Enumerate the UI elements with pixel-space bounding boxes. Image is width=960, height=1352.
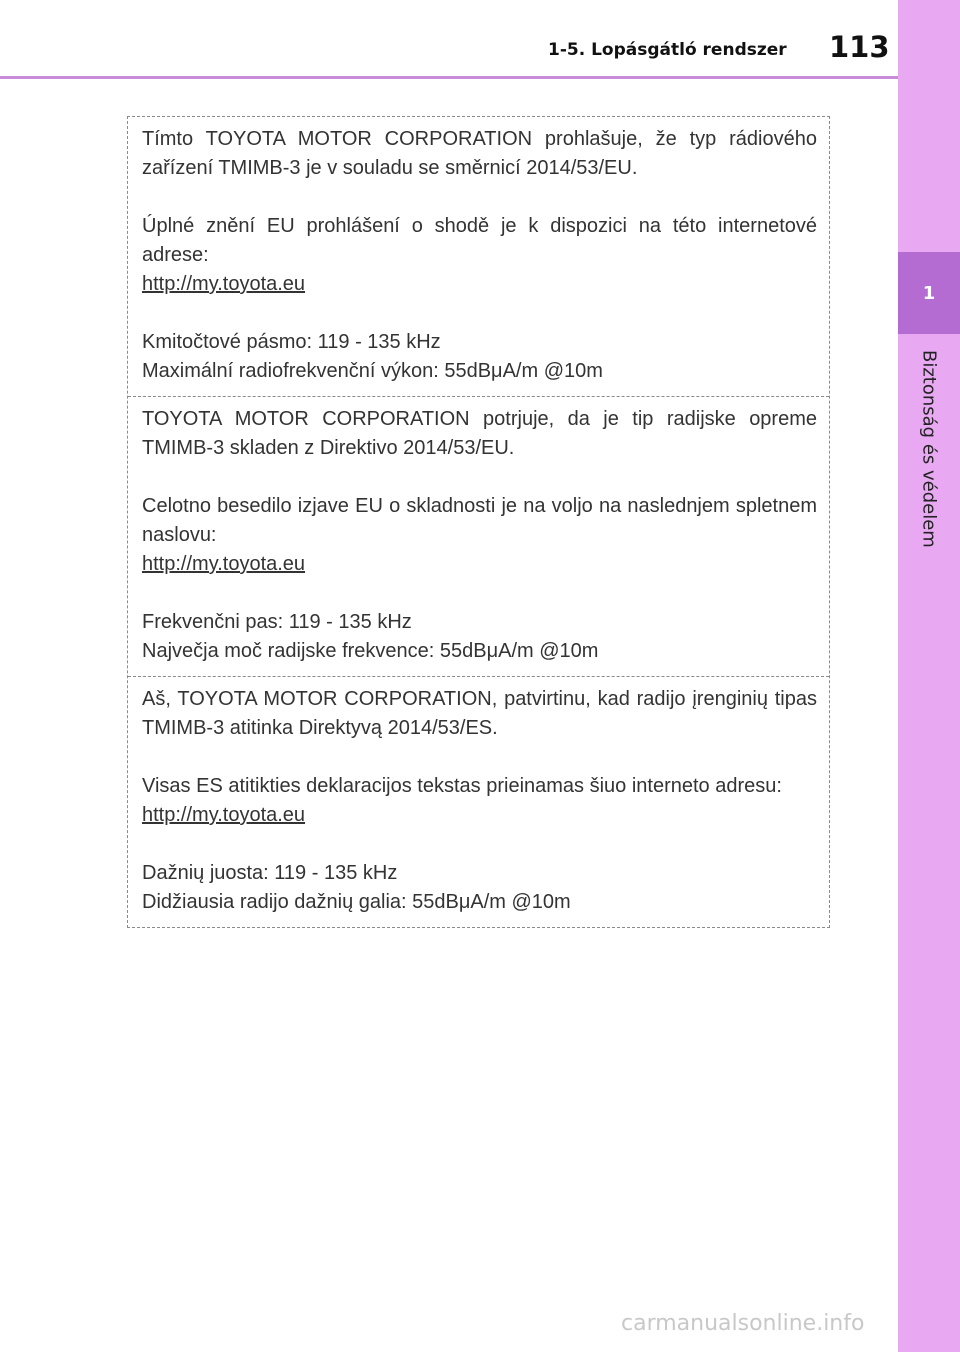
declaration-czech [128,117,829,396]
frequency-band: Dažnių juosta: 119 - 135 kHz [142,862,398,884]
declaration-lithuanian [128,676,829,927]
declaration-link[interactable]: http://my.toyota.eu [142,553,306,575]
declaration-statement: TOYOTA MOTOR CORPORATION potrjuje, da je tip radijske opreme TMIMB-3 skladen z Direktivo 2014/53/EU. [142,408,817,459]
chapter-side-tab [898,0,960,1352]
declaration-availability: Visas ES atitikties deklaracijos tekstas prieinamas šiuo interneto adresu: [142,775,782,797]
max-power: Največja moč radijske frekvence: 55dBμA/m @10m [142,640,599,662]
declaration-availability: Celotno besedilo izjave EU o skladnosti je na voljo na naslednjem spletnem naslovu: [142,495,817,546]
frequency-band: Frekvenčni pas: 119 - 135 kHz [142,611,412,633]
frequency-band: Kmitočtové pásmo: 119 - 135 kHz [142,331,441,353]
max-power: Maximální radiofrekvenční výkon: 55dBμA/m @10m [142,360,603,382]
watermark: carmanualsonline.info [621,1311,865,1336]
declaration-statement: Tímto TOYOTA MOTOR CORPORATION prohlašuje, že typ rádiového zařízení TMIMB-3 je v souladu se směrnicí 2014/53/EU. [142,128,817,179]
max-power: Didžiausia radijo dažnių galia: 55dBμA/m @10m [142,891,571,913]
page-number: 113 [829,30,890,64]
declaration-statement: Aš, TOYOTA MOTOR CORPORATION, patvirtinu, kad radijo įrenginių tipas TMIMB-3 atitinka Direktyvą 2014/53/ES. [142,688,817,739]
declaration-table [127,116,830,928]
chapter-title: Biztonság és védelem [918,350,940,548]
declaration-availability: Úplné znění EU prohlášení o shodě je k dispozici na této internetové adrese: [142,215,817,266]
header-divider [0,76,898,79]
declaration-link[interactable]: http://my.toyota.eu [142,804,306,826]
section-title: 1-5. Lopásgátló rendszer [548,40,787,60]
chapter-number: 1 [898,252,960,334]
declaration-link[interactable]: http://my.toyota.eu [142,273,306,295]
declaration-slovenian [128,396,829,676]
